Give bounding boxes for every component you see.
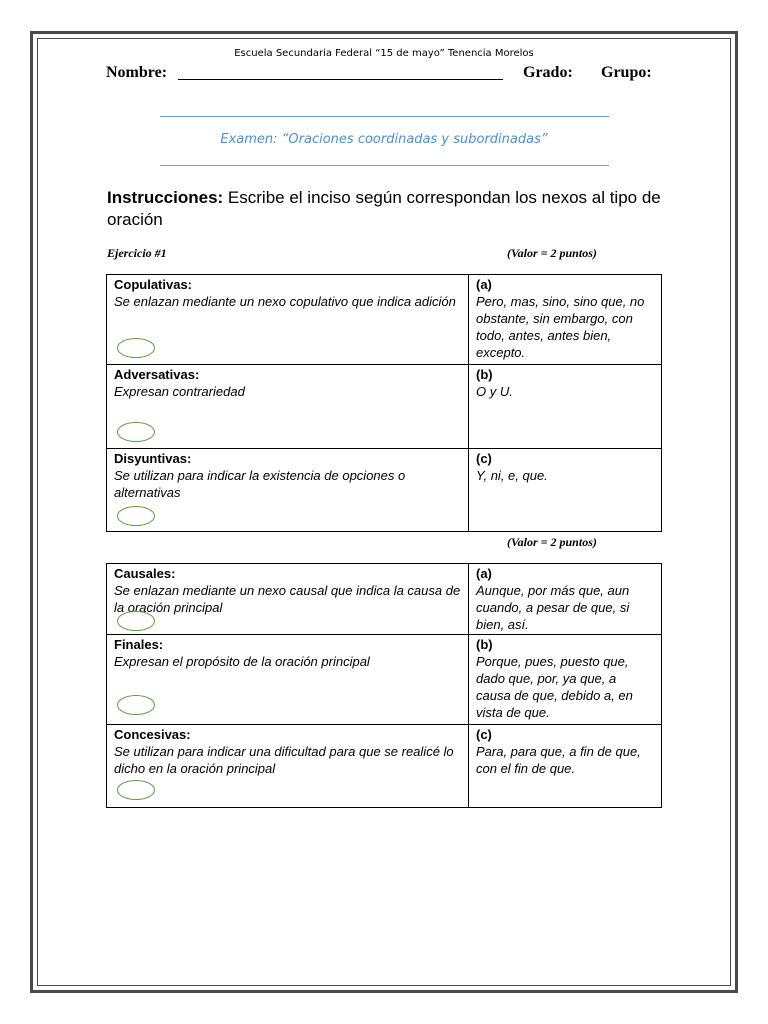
title-rule-top — [160, 116, 609, 117]
nexos-cell — [469, 275, 662, 365]
option-letter: (b) — [476, 637, 493, 652]
answer-oval[interactable] — [117, 422, 155, 442]
option-nexos: Y, ni, e, que. — [476, 468, 548, 483]
option-letter: (a) — [476, 566, 492, 581]
option-letter: (a) — [476, 277, 492, 292]
category-cell — [107, 564, 469, 635]
nexos-cell — [469, 635, 662, 725]
title-rule-bottom — [160, 165, 609, 166]
category-cell — [107, 635, 469, 725]
subordinadas-table — [106, 563, 662, 808]
category-cell — [107, 725, 469, 808]
category-cell — [107, 365, 469, 449]
name-blank-line[interactable] — [178, 79, 503, 80]
answer-oval[interactable] — [117, 780, 155, 800]
exam-title: Examen: “Oraciones coordinadas y subordinadas” — [220, 132, 548, 147]
group-label: Grupo: — [601, 64, 652, 81]
category-desc: Expresan el propósito de la oración principal — [114, 654, 370, 669]
option-nexos: Porque, pues, puesto que, dado que, por, ya que, a causa de que, debido a, en vista de que. — [476, 654, 633, 720]
category-label: Copulativas: — [114, 277, 193, 292]
school-name: Escuela Secundaria Federal “15 de mayo” Tenencia Morelos — [234, 48, 534, 59]
answer-oval[interactable] — [117, 695, 155, 715]
option-letter: (c) — [476, 451, 492, 466]
instructions — [107, 187, 667, 231]
option-letter: (c) — [476, 727, 492, 742]
category-cell — [107, 449, 469, 532]
nexos-cell — [469, 564, 662, 635]
category-label: Concesivas: — [114, 727, 191, 742]
value-label-2: (Valor = 2 puntos) — [507, 535, 597, 549]
student-info-row — [106, 63, 661, 85]
instructions-text: Escribe el inciso según correspondan los nexos al tipo de oración — [107, 188, 661, 229]
table-row — [107, 365, 662, 449]
table-row — [107, 635, 662, 725]
option-nexos: Para, para que, a fin de que, con el fin de que. — [476, 744, 641, 776]
name-label: Nombre: — [106, 64, 168, 81]
table-row — [107, 564, 662, 635]
category-label: Finales: — [114, 637, 164, 652]
category-desc: Se enlazan mediante un nexo causal que indica la causa de la oración principal — [114, 583, 461, 615]
category-desc: Se utilizan para indicar una dificultad para que se realicé lo dicho en la oración principal — [114, 744, 454, 776]
table-row — [107, 725, 662, 808]
answer-oval[interactable] — [117, 338, 155, 358]
option-nexos: O y U. — [476, 384, 513, 399]
table-row — [107, 275, 662, 365]
option-letter: (b) — [476, 367, 493, 382]
grade-label: Grado: — [523, 64, 573, 81]
coordinadas-table — [106, 274, 662, 532]
answer-oval[interactable] — [117, 611, 155, 631]
category-label: Adversativas: — [114, 367, 200, 382]
category-label: Disyuntivas: — [114, 451, 192, 466]
category-label: Causales: — [114, 566, 176, 581]
nexos-cell — [469, 365, 662, 449]
category-cell — [107, 275, 469, 365]
category-desc: Se utilizan para indicar la existencia de opciones o alternativas — [114, 468, 406, 500]
option-nexos: Pero, mas, sino, sino que, no obstante, sin embargo, con todo, antes, antes bien, excepto. — [476, 294, 645, 360]
answer-oval[interactable] — [117, 506, 155, 526]
nexos-cell — [469, 449, 662, 532]
option-nexos: Aunque, por más que, aun cuando, a pesar de que, si bien, así. — [476, 583, 630, 632]
nexos-cell — [469, 725, 662, 808]
table-row — [107, 449, 662, 532]
instructions-label: Instrucciones: — [107, 188, 224, 207]
category-desc: Se enlazan mediante un nexo copulativo que indica adición — [114, 294, 456, 309]
value-label-1: (Valor = 2 puntos) — [507, 246, 597, 260]
exercise-label: Ejercicio #1 — [107, 246, 167, 260]
category-desc: Expresan contrariedad — [114, 384, 245, 399]
